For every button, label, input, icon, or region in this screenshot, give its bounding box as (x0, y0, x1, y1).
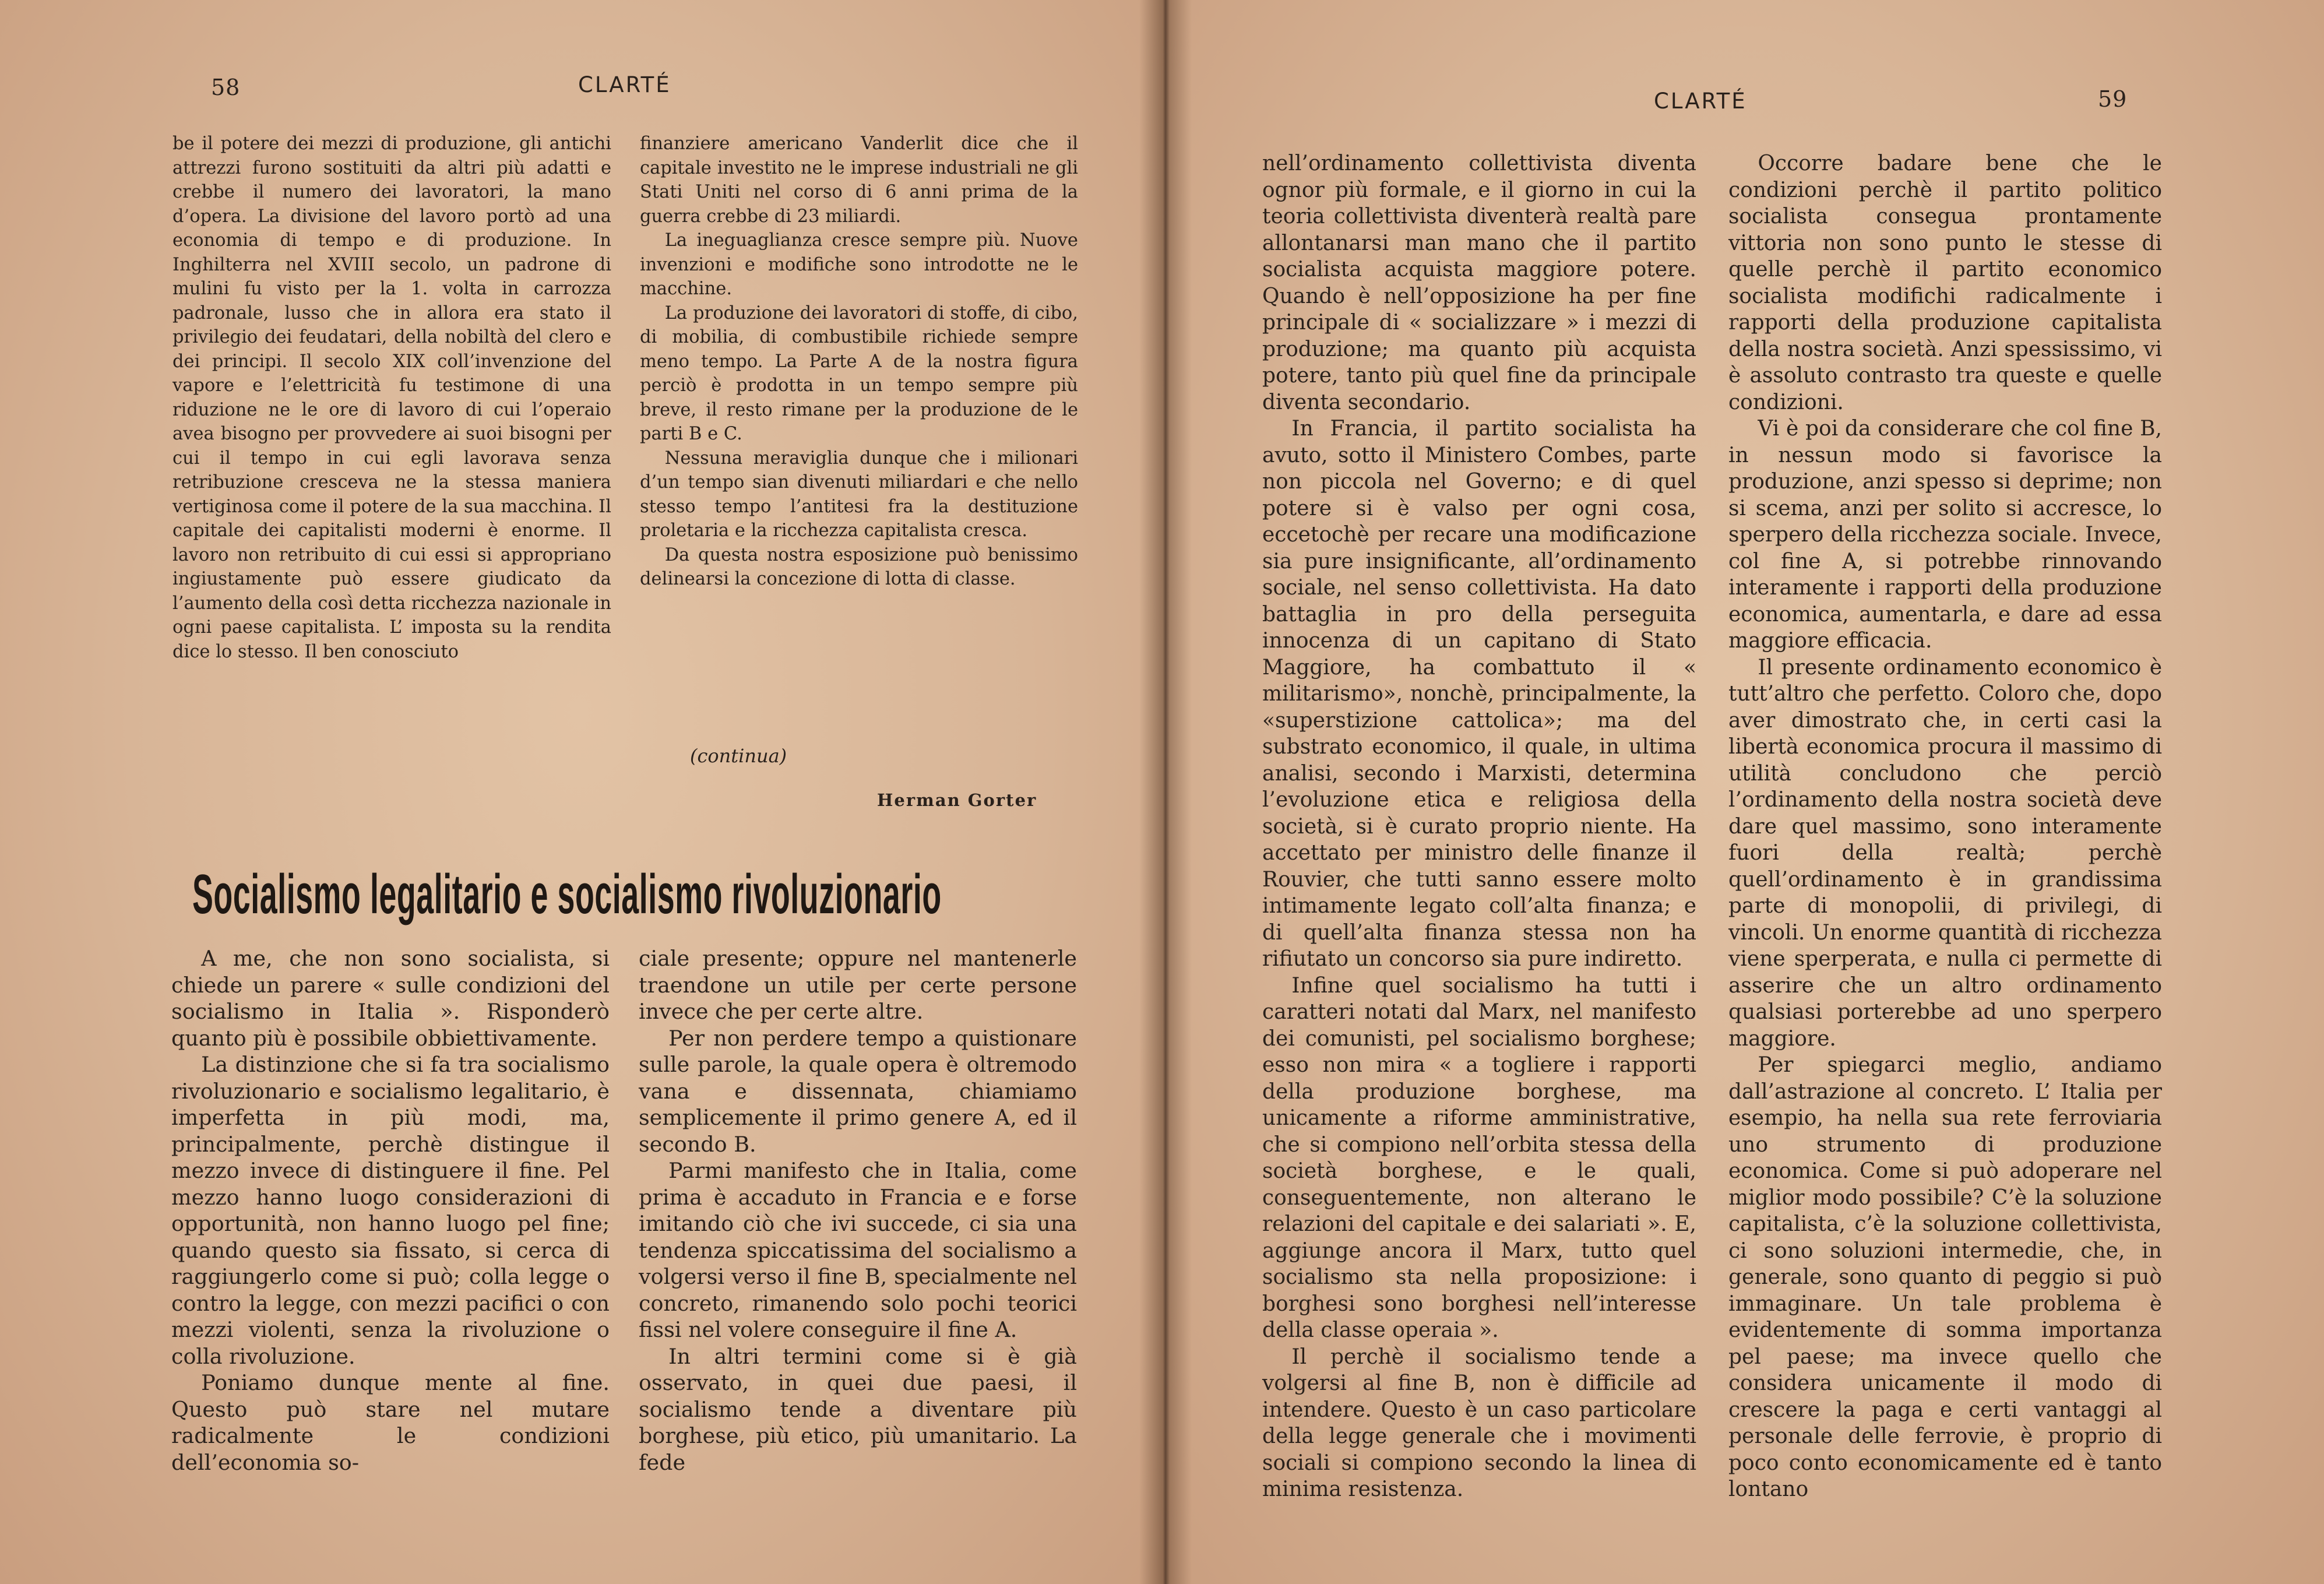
article-column-2 (640, 132, 1078, 592)
continued-note: (continua) (690, 745, 787, 767)
running-head: CLARTÉ (578, 72, 671, 97)
paragraph: Per non perdere tempo a quistionare sulle parole, la quale opera è oltremodo vana e dissennata, chiamiamo semplicemente il primo genere A, ed il secondo B. (639, 1025, 1077, 1157)
article-column-1 (172, 132, 611, 664)
left-page (0, 0, 1160, 1584)
paragraph: Vi è poi da considerare che col fine B, in nessun modo si favorisce la produzione, anzi spesso si deprime; non si scema, anzi per solito si accresce, lo sperpero della ricchezza sociale. Invece, col fine A, si potrebbe rinnovando interamente i rapporti della produzione economica, aumentarla, e dare ad essa maggiore efficacia. (1728, 417, 2162, 653)
paragraph: Infine quel socialismo ha tutti i caratteri notati dal Marx, nel manifesto dei comunisti, pel socialismo borghese; esso non mira « a togliere i rapporti della produzione borghese, ma unicamente a riforme amministrative, che si compiono nell’orbita stessa della società borghese, e le quali, conseguentemente, non alterano le relazioni del capitale e dei salariati ». E, aggiunge ancora il Marx, tutto quel socialismo sta nella proposizione: i borghesi sono borghesi nell’interesse della classe operaia ». (1262, 973, 1696, 1342)
paragraph: Per spiegarci meglio, andiamo dall’astrazione al concreto. L’ Italia per esempio, ha nella sua rete ferroviaria uno strumento di produzione economica. Come si può adoperare nel miglior modo possibile? C’è la soluzione capitalista, c’è la soluzione collettivista, ci sono soluzioni intermedie, che, in generale, sono quanto di peggio si può immaginare. Un tale problema è evidentemente di somma importanza pel paese; ma invece quello che considera unicamente il modo di crescere la paga e certi vantaggi al personale delle ferrovie, è proprio di poco conto economicamente ed è tanto lontano (1728, 1053, 2162, 1501)
paragraph: In Francia, il partito socialista ha avuto, sotto il Ministero Combes, parte non piccola nel Governo; e di quel potere si è valso per ogni cosa, eccetochè per recare una modificazione sia pure insignificante, all’ordinamento sociale, nel senso collettivista. Ha dato battaglia in pro della perseguita innocenza di un capitano di Stato Maggiore, ha combattuto il « militarismo», nonchè, principalmente, la «superstizione cattolica»; ma del substrato economico, il quale, in ultima analisi, secondo i Marxisti, determina l’evoluzione etica e religiosa della società, si è curato proprio niente. Ha accettato per ministro delle finanze il Rouvier, che tutti sanno essere molto intimamente legato coll’alta finanza; e di quell’alta finanza stessa non ha rifiutato un concorso sia pure indiretto. (1262, 417, 1696, 971)
paragraph: nell’ordinamento collettivista diventa ognor più formale, e il giorno in cui la teoria collettivista diventerà realtà pare allontanarsi man mano che il partito socialista acquista maggiore potere. Quando è nell’opposizione ha per fine principale di « socializzare » i mezzi di produzione; ma quanto più acquista potere, tanto più quel fine da principale diventa secondario. (1262, 152, 1696, 414)
paragraph: Il perchè il socialismo tende a volgersi al fine B, non è difficile ad intendere. Questo è un caso particolare della legge generale che i movimenti sociali si compiono secondo la linea di minima resistenza. (1262, 1344, 1696, 1501)
paragraph: be il potere dei mezzi di produzione, gli antichi attrezzi furono sostituiti da altri più adatti e crebbe il numero dei lavoratori, la mano d’opera. La divisione del lavoro portò ad una economia di tempo e di produzione. In Inghilterra nel XVIII secolo, un padrone di mulini fu visto per la 1. volta in carrozza padronale, lusso che in allora era stato il privilegio dei feudatari, della nobiltà del clero e dei principi. Il secolo XIX coll’invenzione del vapore e l’elettricità fu testimone di una riduzione ne le ore di lavoro di cui l’operaio avea bisogno per provvedere ai suoi bisogni per cui il tempo in cui egli lavorava senza retribuzione cresceva ne la stessa maniera vertiginosa come il potere de la sua macchina. Il capitale dei capitalisti moderni è enorme. Il lavoro non retribuito di cui essi si appropriano ingiustamente può essere giudicato da l’aumento della così detta ricchezza nazionale in ogni paese capitalista. L’ imposta su la rendita dice lo stesso. Il ben conosciuto (172, 133, 611, 662)
paragraph: A me, che non sono socialista, si chiede un parere « sulle condizioni del socialismo in Italia ». Risponderò quanto più è possibile obbiettivamente. (171, 946, 610, 1051)
paragraph: ciale presente; oppure nel mantenerle traendone un utile per certe persone invece che per certe altre. (639, 946, 1077, 1024)
paragraph: La distinzione che si fa tra socialismo rivoluzionario e socialismo legalitario, è imperfetta in più modi, ma, principalmente, perchè distingue il mezzo invece di distinguere il fine. Pel mezzo hanno luogo considerazioni di opportunità, non hanno luogo pel fine; quando questo sia fissato, si cerca di raggiungerlo come si può; colla legge o contro la legge, con mezzi pacifici o con mezzi violenti, senza la rivoluzione o colla rivoluzione. (171, 1052, 610, 1369)
article-column-1 (1262, 150, 1696, 1503)
author-signature: Herman Gorter (877, 790, 1037, 810)
article-headline: Socialismo legalitario e socialismo rivoluzionario (192, 863, 942, 925)
paragraph: Il presente ordinamento economico è tutt’altro che perfetto. Coloro che, dopo aver dimostrato che, in certi casi la libertà economica procura il massimo di utilità concludono che perciò l’ordinamento della nostra società deve dare quel massimo, sono interamente fuori della realtà; perchè quell’ordinamento è in grandissima parte di monopolii, di privilegi, di vincoli. Un enorme quantità di ricchezza viene sperperata, e nulla ci permette di asserire che un altro ordinamento qualsiasi porterebbe ad uno sperpero maggiore. (1728, 655, 2162, 1051)
paragraph: Poniamo dunque mente al fine. Questo può stare nel mutare radicalmente le condizioni dell’economia so- (171, 1370, 610, 1475)
paragraph: Parmi manifesto che in Italia, come prima è accaduto in Francia e e forse imitando ciò che ivi succede, ci sia una tendenza spiccatissima del socialismo a volgersi verso il fine B, specialmente nel concreto, rimanendo solo pochi teorici fissi nel volere conseguire il fine A. (639, 1158, 1077, 1342)
paragraph: Occorre badare bene che le condizioni perchè il partito politico socialista consegua prontamente vittoria non sono punto le stesse di quelle perchè il partito economico socialista modifichi radicalmente i rapporti della produzione capitalista della nostra società. Anzi spessissimo, vi è assoluto contrasto tra queste e quelle condizioni. (1728, 152, 2162, 414)
right-page (1160, 0, 2324, 1584)
paragraph: Nessuna meraviglia dunque che i milionari d’un tempo sian divenuti miliardari e che nello stesso tempo l’antitesi fra la destituzione proletaria e la ricchezza capitalista cresca. (640, 448, 1078, 541)
page-number: 59 (2098, 86, 2128, 112)
article-column-4 (639, 945, 1077, 1476)
article-column-2 (1728, 150, 2162, 1503)
book-gutter (1139, 0, 1192, 1584)
paragraph: La ineguaglianza cresce sempre più. Nuove invenzioni e modifiche sono introdotte ne le macchine. (640, 230, 1078, 299)
page-number: 58 (211, 75, 241, 100)
paragraph: In altri termini come si è già osservato, in quei due paesi, il socialismo tende a diventare più borghese, più etico, più umanitario. La fede (639, 1343, 1077, 1475)
article-column-3 (171, 945, 610, 1476)
paragraph: finanziere americano Vanderlit dice che il capitale investito ne le imprese industriali ne gli Stati Uniti nel corso di 6 anni prima de la guerra crebbe di 23 miliardi. (640, 133, 1078, 227)
paragraph: Da questa nostra esposizione può benissimo delinearsi la concezione di lotta di classe. (640, 544, 1078, 589)
paragraph: La produzione dei lavoratori di stoffe, di cibo, di mobilia, di combustibile richiede sempre meno tempo. La Parte A de la nostra figura perciò è prodotta in un tempo sempre più breve, il resto rimane per la produzione de le parti B e C. (640, 302, 1078, 444)
running-head: CLARTÉ (1654, 89, 1747, 114)
